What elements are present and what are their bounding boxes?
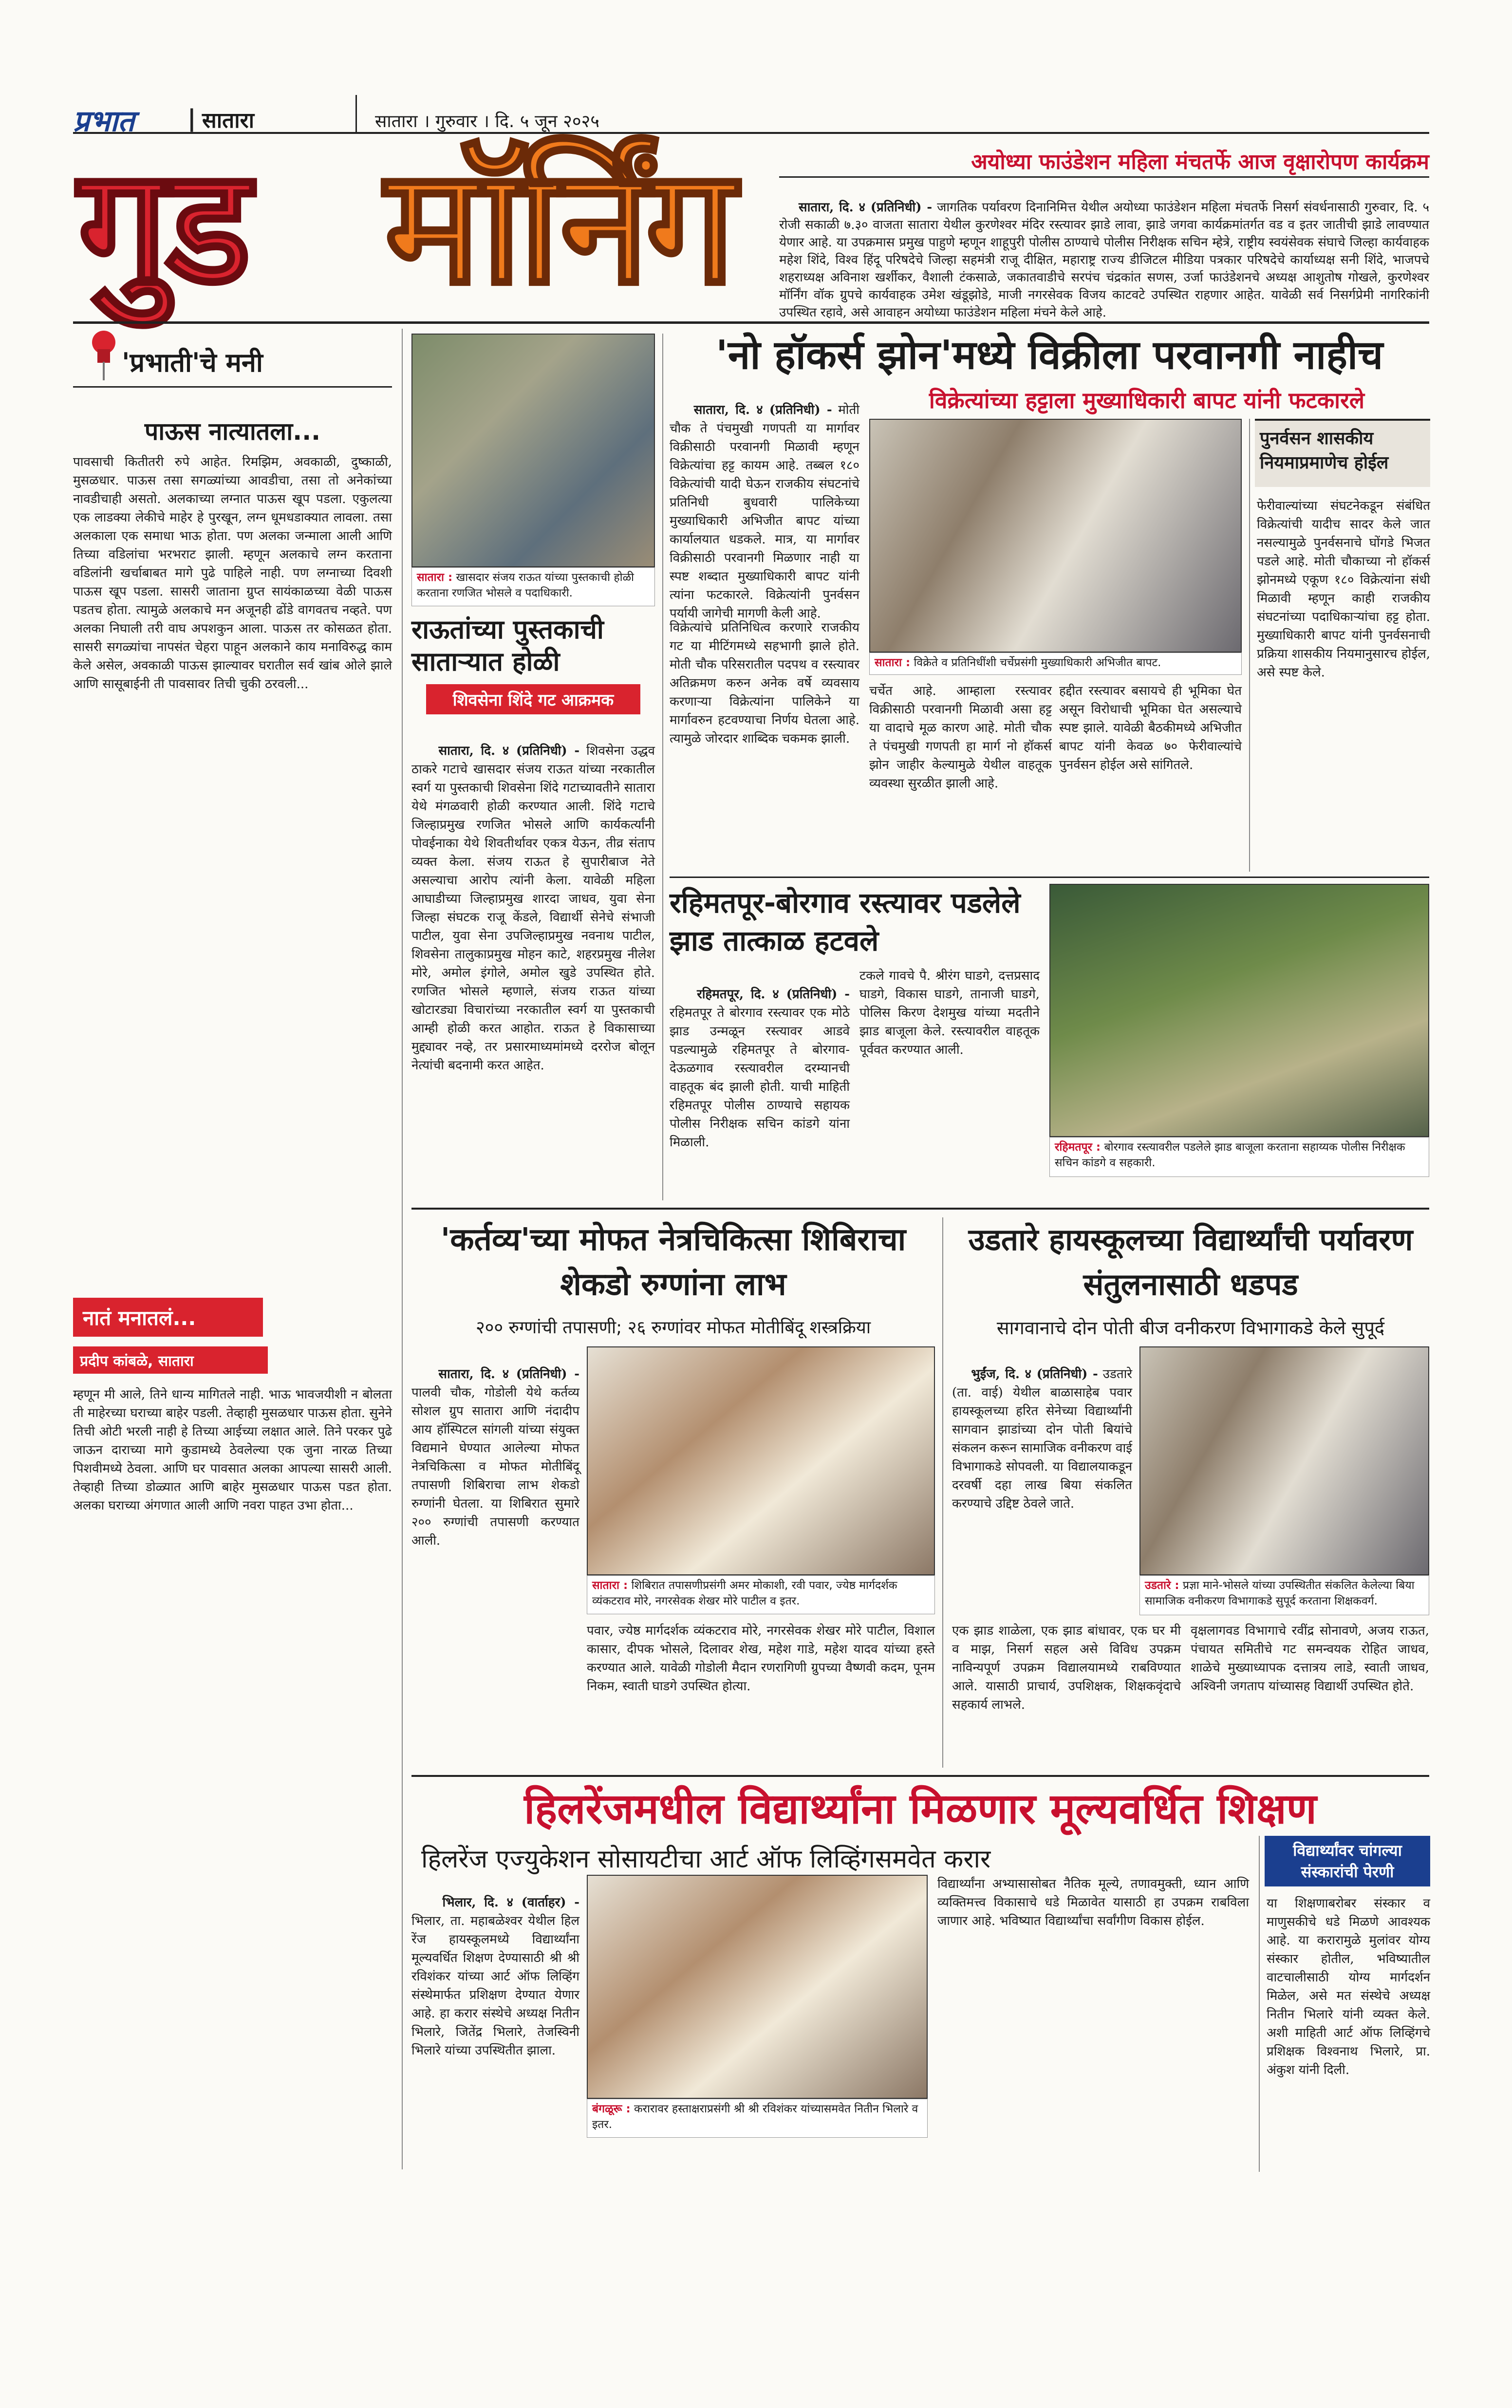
sub-label-box — [73, 1298, 263, 1337]
author-box — [73, 1346, 268, 1374]
raut-caption: सातारा : खासदार संजय राऊत यांच्या पुस्तकाची होळी करताना रणजित भोसले व पदाधिकारी. — [411, 567, 655, 606]
eye-camp-photo — [587, 1346, 935, 1575]
eye-camp-story — [411, 1217, 939, 1768]
school-caption: उडतारे : प्रज्ञा माने-भोसले यांच्या उपस्थितीत संकलित केलेल्या बिया सामाजिक वनीकरण विभागाकडे सुपूर्द करताना शिक्षकवर्ग. — [1139, 1575, 1429, 1615]
column-label: 'प्रभाती'चे मनी — [122, 347, 263, 378]
hawkers-body-1: सातारा, दि. ४ (प्रतिनिधी) - मोती चौक ते पंचमुखी गणपती या मार्गावर विक्रीसाठी परवानगी मिळावी म्हणून विक्रेत्यांचा हट्ट कायम आहे. तब्बल १८० विक्रेत्यांची यादी घेऊन राजकीय संघटनांचे प्रतिनिधी बुधवारी पालिकेच्या मुख्याधिकारी अभिजीत बापट यांच्या कार्यालयात धडकले. मात्र, या मार्गावर विक्रीसाठी परवानगी मिळणार नाही या स्पष्ट शब्दात मुख्याधिकारी बापट यांनी त्यांना फटकारले. विक्रेत्यांनी पुनर्वसन पर्यायी जागेची मागणी केली आहे. — [670, 403, 864, 621]
raut-body: सातारा, दि. ४ (प्रतिनिधी) - शिवसेना उद्धव ठाकरे गटाचे खासदार संजय राऊत यांच्या नरकातील स्वर्ग या पुस्तकाची शिवसेना शिंदे गटाच्यावतीने सातारा येथे मंगळवारी होळी करण्यात आली. शिंदे गटाचे जिल्हाप्रमुख रणजित भोसले आणि कार्यकर्त्यांनी पोवईनाका येथे शिवतीर्थावर एकत्र येऊन, तीव्र संताप व्यक्त केला. संजय राऊत हे सुपारीबाज नेते असल्याचा आरोप त्यांनी केला. यावेळी महिला आघाडीच्या जिल्हाप्रमुख शारदा जाधव, युवा सेना जिल्हा संघटक राजू केंडले, विद्यार्थी सेनेचे संभाजी पाटील, युवा सेना उपजिल्हाप्रमुख नवनाथ पाटील, शिवसेना तालुकाप्रमुख मोहन काटे, शहरप्रमुख नीलेश मोरे, अमोल इंगोले, अमोल खुडे उपस्थित होते. रणजित भोसले म्हणाले, संजय राऊत यांच्या खोटारड्या विचारांच्या नरकातील स्वर्ग या पुस्तकाची आम्ही होळी करत आहोत. राऊत हे विकासाच्या मुद्द्यावर नव्हे, तर प्रसारमाध्यमांमध्ये दररोज बोलून नेत्यांची बदनामी करत आहेत. — [411, 744, 659, 1073]
school-story — [952, 1217, 1434, 1768]
tree-story — [670, 884, 1429, 1200]
eye-caption: सातारा : शिबिरात तपासणीप्रसंगी अमर मोकाशी, रवी पवार, ज्येष्ठ मार्गदर्शक व्यंकटराव मोरे, नगरसेवक शेखर मोरे पाटील व इतर. — [587, 1575, 935, 1614]
raut-subhead-box — [426, 684, 640, 714]
school-body-3: वृक्षलागवड विभागाचे रवींद्र सोनावणे, अजय राऊत, पंचायत समितीचे गट समन्वयक रोहित जाधव, शाळेचे मुख्याध्यापक दत्तात्रय लाडे, स्वाती जाधव, अश्विनी जगताप यांच्यासह विद्यार्थी उपस्थित होते. — [1191, 1624, 1434, 1694]
column-body-2: म्हणून मी आले, तिने धान्य मागितले नाही. भाऊ भावजयीशी न बोलता ती माहेरच्या घराच्या बाहेर पडली. तेव्हाही मुसळधार पाऊस होता. सुनेने तिची ओटी भरली नाही हे तिच्या आईच्या लक्षात आले. तिने परकर पुढे जाऊन दाराच्या मागे कुडामध्ये ठेवलेल्या एक जुना नारळ तिच्या पिशवीमध्ये ठेवला. आणि घर पावसात अलका आपल्या सासरी आली. तेव्हाही तिच्या डोळ्यात आणि बाहेर मुसळधार पाऊस पडत होता. अलका घराच्या अंगणात आली आणि नवरा पाहत उभा होता... — [73, 1387, 396, 1513]
hillrange-body-2: विद्यार्थ्यांना अभ्यासासोबत नैतिक मूल्ये, तणावमुक्ती, ध्यान आणि व्यक्तिमत्त्व विकासाचे धडे मिळावेत यासाठी हा उपक्रम राबविला जाणार आहे. भविष्यात विद्यार्थ्यांचा सर्वांगीण विकास होईल. — [937, 1877, 1253, 1928]
school-body-1: भुईंज, दि. ४ (प्रतिनिधी) - उडतारे (ता. वाई) येथील बाळासाहेब पवार हायस्कूलच्या हरित सेनेच्या विद्यार्थ्यांनी सागवान झाडांच्या दोन पोती बियांचे संकलन करून सामाजिक वनीकरण वाई विभागाकडे सोपवली. या विद्यालयाकडून दरवर्षी दहा लाख बिया संकलित करण्याचे उद्दिष्ट ठेवले जाते. — [952, 1367, 1137, 1511]
raut-headline: राऊतांच्या पुस्तकाची साताऱ्यात होळी — [411, 614, 604, 677]
top-news-headline: अयोध्या फाउंडेशन महिला मंचतर्फे आज वृक्षारोपण कार्यक्रम — [971, 149, 1429, 174]
protest-photo — [411, 334, 655, 567]
dateline: सातारा । गुरुवार । दि. ५ जून २०२५ — [375, 112, 599, 131]
rehab-box-body: फेरीवाल्यांच्या संघटनेकडून संबंधित विक्रेत्यांची यादीच सादर केले जात नसल्यामुळे पुनर्वसनाचे घोंगडे भिजत पडले आहे. मोती चौकाच्या नो हॉकर्स झोनमध्ये एकूण १८० विक्रेत्यांना संधी मिळावी म्हणून काही राजकीय संघटनांच्या पदाधिकाऱ्यांचा हट्ट होता. मुख्याधिकारी बापट यांनी पुनर्वसनाची प्रक्रिया शासकीय नियमानुसारच होईल, असे स्पष्ट केले. — [1257, 499, 1435, 680]
values-box — [1259, 1836, 1435, 2172]
column-section — [73, 329, 396, 2169]
signing-photo — [587, 1875, 928, 2099]
school-photo — [1139, 1346, 1429, 1575]
tree-body-1: रहिमतपूर, दि. ४ (प्रतिनिधी) - रहिमतपूर ते बोरगाव रस्त्यावर एक मोठे झाड उन्मळून रस्त्यावर आडवे पडल्यामुळे रहिमतपूर ते बोरगाव-देऊळगाव रस्त्यावरील दरम्यानची वाहतूक बंद झाली होती. याची माहिती रहिमतपूर पोलीस ठाण्याचे सहायक पोलीस निरीक्षक सचिन कांडगे यांना मिळाली. — [670, 987, 854, 1150]
hillrange-story — [411, 1782, 1435, 2172]
fallen-tree-photo — [1049, 884, 1429, 1137]
raut-story — [411, 334, 659, 1198]
values-box-title: विद्यार्थ्यांवर चांगल्या संस्कारांची पेरणी — [1265, 1836, 1430, 1886]
top-news-body: सातारा, दि. ४ (प्रतिनिधी) - जागतिक पर्यावरण दिनानिमित्त येथील अयोध्या फाउंडेशन महिला मंचतर्फे निसर्ग संवर्धनासाठी गुरुवार, दि. ५ रोजी सकाळी ७.३० वाजता सातारा येथील कुरणेश्वर मंदिर रस्त्यावर झाडे लावा, झाडे जगवा कार्यक्रमांतर्गत वड व इतर जातीची झाडे लावण्यात येणार आहे. या उपक्रमास प्रमुख पाहुणे म्हणून शाहूपुरी पोलीस ठाण्याचे पोलीस निरीक्षक सचिन म्हेत्रे, राष्ट्रीय स्वयंसेवक संघाचे जिल्हा कार्यवाहक महेश शिंदे, विश्व हिंदू परिषदेचे जिल्हा सहमंत्री राजू दीक्षित, महाराष्ट्र राज्य डीजिटल मीडिया पत्रकार परिषदेचे कार्याध्यक्ष सनी शिंदे, भाजपचे शहराध्यक्ष अविनाश खर्शीकर, वैशाली टंकसाळे, जकातवाडीचे सरपंच चंद्रकांत सणस, उर्जा फाउंडेशनचे अध्यक्ष आशुतोष गोखले, कुरणेश्वर मॉर्निंग वॉक ग्रुपचे कार्यवाहक उमेश खंडूझोडे, माजी नगरसेवक विजय काटवटे उपस्थित राहणार आहेत. यावेळी सर्व निसर्गप्रेमी नागरिकांनी उपस्थित रहावे, असे आवाहन अयोध्या फाउंडेशन महिला मंचने केले आहे. — [779, 200, 1434, 320]
masthead: प्रभात | सातारा सातारा । गुरुवार । दि. ५ जून २०२५ गुड मॉर्निंग — [73, 105, 1429, 319]
hawkers-body-3: चर्चेत आहे. आम्हाला रस्त्यावर विक्रीसाठी परवानगी मिळावी असा हट्ट या वादाचे मूळ कारण आहे. मोती चौक ते पंचमुखी गणपती हा मार्ग नो हॉकर्स झोन जाहीर केल्यामुळे येथील वाहतूक व्यवस्था सुरळीत झाली आहे. — [869, 684, 1056, 791]
eye-body-2: पवार, ज्येष्ठ मार्गदर्शक व्यंकटराव मोरे, नगरसेवक शेखर मोरे पाटील, विशाल कासार, दीपक भोसले, दिलावर शेख, महेश गाडे, महेश यादव यांच्या हस्ते करण्यात आले. यावेळी गोडोली मैदान रणरागिणी ग्रुपच्या वैष्णवी कदम, पूनम निकम, स्वाती घाडगे उपस्थित होत्या. — [587, 1624, 939, 1694]
author-name: प्रदीप कांबळे, सातारा — [80, 1353, 194, 1370]
rehab-box — [1249, 419, 1435, 872]
values-box-body: या शिक्षणाबरोबर संस्कार व माणुसकीचे धडे मिळणे आवश्यक आहे. या करारामुळे मुलांवर योग्य संस्कार होतील, भविष्यातील वाटचालीसाठी योग्य मार्गदर्शन मिळेल, असे मत संस्थेचे अध्यक्ष नितीन भिलारे यांनी व्यक्त केले. अशी माहिती आर्ट ऑफ लिव्हिंगचे प्रशिक्षक विश्वनाथ भिलारे, प्रा. अंकुश यांनी दिली. — [1267, 1896, 1435, 2077]
tree-caption: रहिमतपूर : बोरगाव रस्त्यावरील पडलेले झाड बाजूला करताना सहाय्यक पोलीस निरीक्षक सचिन कांडगे व सहकारी. — [1049, 1137, 1429, 1177]
title-morning: मॉर्निंग — [385, 133, 732, 320]
hawkers-headline: 'नो हॉकर्स झोन'मध्ये विक्रीला परवानगी नाहीच — [715, 332, 1383, 378]
school-subhead: सागवानाचे दोन पोती बीज वनीकरण विभागाकडे केले सुपूर्द — [996, 1317, 1385, 1339]
top-news — [779, 146, 1434, 320]
eye-body-1: सातारा, दि. ४ (प्रतिनिधी) - पालवी चौक, गोडोली येथे कर्तव्य सोशल ग्रुप सातारा आणि नंदादीप आय हॉस्पिटल सांगली यांच्या संयुक्त विद्यमाने घेण्यात आलेल्या मोफत नेत्रचिकित्सा व मोफत मोतीबिंदू तपासणी शिबिराचा लाभ शेकडो रुग्णांनी घेतला. या शिबिरात सुमारे २०० रुग्णांची तपासणी करण्यात आली. — [411, 1367, 584, 1548]
edition-label: सातारा — [202, 108, 255, 133]
eye-headline: 'कर्तव्य'च्या मोफत नेत्रचिकित्सा शिबिराचा शेकडो रुग्णांना लाभ — [440, 1222, 906, 1303]
eye-subhead: २०० रुग्णांची तपासणी; २६ रुग्णांवर मोफत मोतीबिंदू शस्त्रक्रिया — [475, 1318, 871, 1338]
hawkers-caption: सातारा : विक्रेते व प्रतिनिधींशी चर्चेप्रसंगी मुख्याधिकारी अभिजीत बापट. — [869, 653, 1242, 675]
pushpin-icon — [87, 329, 121, 382]
hawkers-body-2: विक्रेत्यांचे प्रतिनिधित्व करणारे राजकीय गट या मीटिंगमध्ये सहभागी झाले होते. मोती चौक परिसरातील पदपथ व रस्त्यावर अतिक्रमण करुन अनेक वर्षे व्यवसाय करणाऱ्या विक्रेत्यांना पालिकेने या मार्गावरुन हटवण्याचा निर्णय घेतला आहे. त्यामुळे जोरदार शाब्दिक चकमक झाली. — [670, 620, 864, 746]
school-body-2: एक झाड शाळेला, एक झाड बांधावर, एक घर मी व माझ, निसर्ग सहल असे विविध उपक्रम नाविन्यपूर्ण उपक्रम विद्यालयामध्ये राबविण्यात आले. यासाठी प्राचार्य, उपशिक्षक, शिक्षकवृंदाचे सहकार्य लाभले. — [952, 1624, 1185, 1712]
tree-headline: रहिमतपूर-बोरगाव रस्त्यावर पडलेले झाड तात्काळ हटवले — [670, 886, 1021, 957]
brand-logo: प्रभात — [73, 104, 135, 138]
column-body: पावसाची कितीतरी रुपे आहेत. रिमझिम, अवकाळी, दुष्काळी, मुसळधार. पाऊस तसा सगळ्यांच्या आवडीचा, तसा तो अनेकांच्या नावडीचाही असतो. अलकाच्या लग्नात पाऊस खूप पडला. एकुलत्या एक लाडक्या लेकीचे माहेर हे पुरखून, लग्न धूमधडाक्यात लावला. तसा अलकाला एक समाधा भाऊ होता. पण अलका जन्माला आली आणि तिच्या वडिलांचा भरभराट झाली. म्हणून अलकाचे लग्न करताना वडिलांनी खर्चाबाबत मागे पुढे पाहिले नाही. पण लग्नाच्या दिवशी पाऊस खूप पडला. सासरी जाताना ग्रुप्त सायंकाळच्या वेळी पाऊस पडतच होता. त्यामुळे अलकाचे मन अजूनही ढोंडे वागवतच नव्हते. पण अलका निघाली तरी वाघ अपशकुन आला. पाऊस तर कोसळत होता. सासरी सगळ्यांचा नापसंत चेहरा पाहून अलकाने काय मनाविरुद्ध काम केले असेल, अवकाळी पाऊस झाल्यावर घरातील सर्व खांब ओले झाले आणि सासूबाईनी ती पावसावर तिची चुकी ठरवली... — [73, 455, 396, 691]
hawkers-subhead: विक्रेत्यांच्या हट्टाला मुख्याधिकारी बापट यांनी फटकारले — [929, 387, 1365, 413]
hillrange-subhead: हिलरेंज एज्युकेशन सोसायटीचा आर्ट ऑफ लिव्हिंगसमवेत करार — [421, 1845, 991, 1874]
hillrange-body-1: भिलार, दि. ४ (वार्ताहर) - भिलार, ता. महाबळेश्वर येथील हिल रेंज हायस्कूलमध्ये विद्यार्थ्यांना मूल्यवर्धित शिक्षण देण्यासाठी श्री श्री रविशंकर यांच्या आर्ट ऑफ लिव्हिंग संस्थेमार्फत प्रशिक्षण देण्यात येणार आहे. हा करार संस्थेचे अध्यक्ष नितीन भिलारे, जितेंद्र भिलारे, तेजस्विनी भिलारे यांच्या उपस्थितीत झाला. — [411, 1895, 584, 2058]
hillrange-headline: हिलरेंजमधील विद्यार्थ्यांना मिळणार मूल्यवर्धित शिक्षण — [524, 1785, 1317, 1833]
meeting-photo — [869, 419, 1242, 653]
hillrange-caption: बंगळूरू : करारावर हस्ताक्षराप्रसंगी श्री श्री रविशंकर यांच्यासमवेत नितीन भिलारे व इतर. — [587, 2099, 928, 2138]
hawkers-story — [670, 331, 1435, 872]
raut-subhead: शिवसेना शिंदे गट आक्रमक — [452, 691, 614, 710]
school-headline: उडतारे हायस्कूलच्या विद्यार्थ्यांची पर्यावरण संतुलनासाठी धडपड — [968, 1222, 1413, 1302]
sub-label: नातं मनातलं... — [83, 1306, 196, 1330]
hawkers-body-4: हद्दीत रस्त्यावर बसायचे ही भूमिका घेत असून विरोधाची भूमिका घेत असल्याचे स्पष्ट झाले. यावेळी बैठकीमध्ये अभिजीत बापट यांनी केवळ ७० फेरीवाल्यांचे पुनर्वसन होईल असे सांगितले. — [1059, 684, 1246, 772]
column-title: पाऊस नात्यातला... — [144, 417, 321, 446]
title-good: गुड — [78, 133, 249, 320]
rehab-box-title: पुनर्वसन शासकीय नियमाप्रमाणेच होईल — [1260, 429, 1389, 473]
tree-body-2: टकले गावचे पै. श्रीरंग घाडगे, दत्तप्रसाद घाडगे, विकास घाडगे, तानाजी घाडगे, पोलिस किरण देशमुख यांच्या मदतीने झाड बाजूला केले. रस्त्यावरील वाहतूक पूर्ववत करण्यात आली. — [859, 969, 1044, 1057]
